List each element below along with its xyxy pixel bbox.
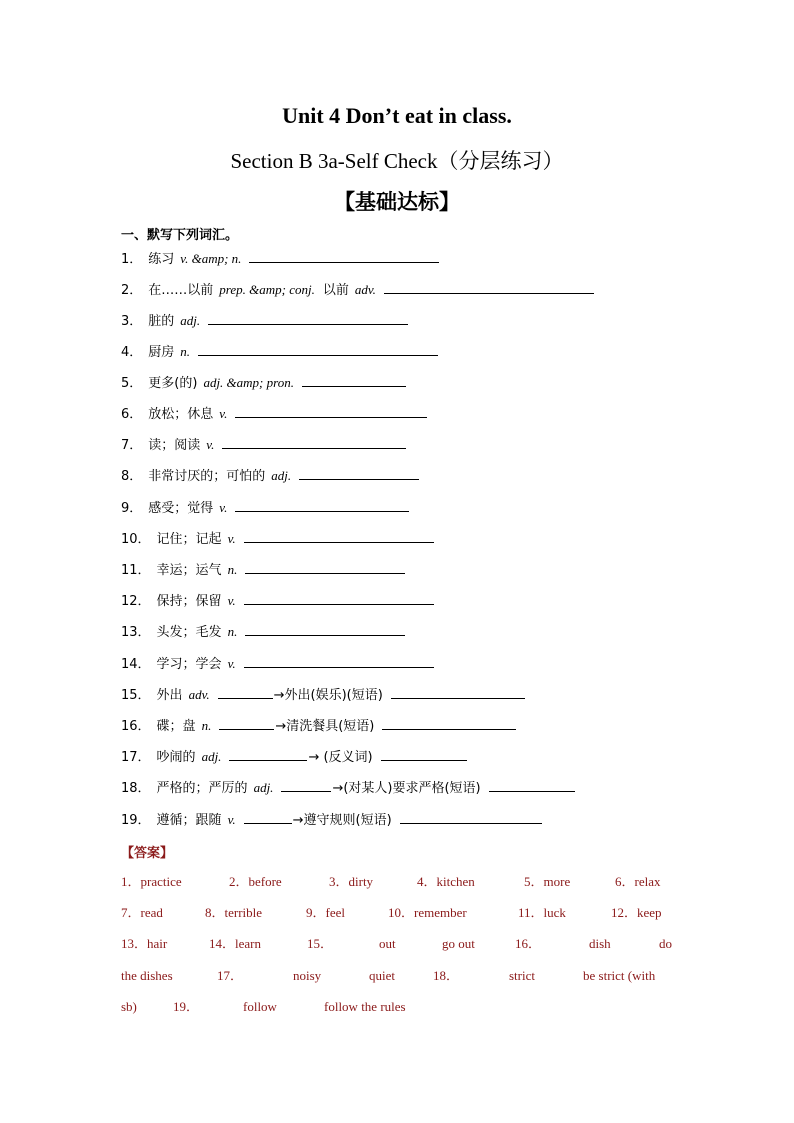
- answer-row: 1．practice 2．before 3．dirty 4．kitchen 5．more 6．relax: [121, 874, 661, 889]
- section-title: Section B 3a-Self Check（分层练习）: [230, 149, 564, 173]
- list-item: 8． 非常讨厌的；可怕的 adj.: [121, 466, 419, 486]
- list-item: 13． 头发；毛发 n.: [121, 622, 405, 642]
- answer-blank[interactable]: [229, 747, 307, 761]
- list-item: 17． 吵闹的 adj. → (反义词): [121, 747, 467, 767]
- answer-row: 7．read 8．terrible 9．feel 10．remember 11．luck 12．keep: [121, 905, 662, 920]
- answer-blank[interactable]: [381, 747, 467, 761]
- answer-heading: 【答案】: [121, 846, 174, 861]
- answer-blank[interactable]: [245, 622, 405, 636]
- list-item: 16． 碟；盘 n. →清洗餐具(短语): [121, 716, 516, 736]
- list-item: 11． 幸运；运气 n.: [121, 560, 405, 580]
- list-item: 2． 在……以前 prep. &amp; conj. 以前 adv.: [121, 280, 594, 300]
- list-item: 7． 读；阅读 v.: [121, 435, 406, 455]
- answer-row: 13．hair 14．learn 15． out go out 16． dish do: [121, 936, 672, 951]
- list-item: 1． 练习 v. &amp; n.: [121, 249, 439, 269]
- answer-row: the dishes 17． noisy quiet 18． strict be strict (with: [121, 968, 656, 983]
- answer-row: sb) 19． follow follow the rules: [121, 999, 406, 1014]
- answer-blank[interactable]: [281, 778, 331, 792]
- answer-blank[interactable]: [249, 249, 439, 263]
- answer-blank[interactable]: [219, 716, 274, 730]
- list-item: 15． 外出 adv. →外出(娱乐)(短语): [121, 685, 525, 705]
- answer-blank[interactable]: [208, 311, 408, 325]
- level-title: 【基础达标】: [334, 190, 460, 214]
- answer-blank[interactable]: [235, 404, 427, 418]
- list-item: 10． 记住；记起 v.: [121, 529, 434, 549]
- list-item: 19． 遵循；跟随 v. →遵守规则(短语): [121, 810, 542, 830]
- list-item: 9． 感受；觉得 v.: [121, 498, 409, 518]
- answer-blank[interactable]: [244, 654, 434, 668]
- answer-blank[interactable]: [384, 280, 594, 294]
- list-item: 18． 严格的；严厉的 adj. →(对某人)要求严格(短语): [121, 778, 575, 798]
- list-item: 12． 保持；保留 v.: [121, 591, 434, 611]
- list-item: 5． 更多(的) adj. &amp; pron.: [121, 373, 406, 393]
- answer-blank[interactable]: [400, 810, 542, 824]
- unit-title: Unit 4 Don’t eat in class.: [282, 103, 512, 128]
- list-item: 6． 放松；休息 v.: [121, 404, 427, 424]
- answer-blank[interactable]: [218, 685, 273, 699]
- answer-blank[interactable]: [489, 778, 575, 792]
- list-item: 4． 厨房 n.: [121, 342, 438, 362]
- answer-blank[interactable]: [245, 560, 405, 574]
- list-item: 3． 脏的 adj.: [121, 311, 408, 331]
- exercise-heading: 一、默写下列词汇。: [121, 228, 239, 243]
- answer-blank[interactable]: [222, 435, 406, 449]
- answer-blank[interactable]: [382, 716, 516, 730]
- answer-blank[interactable]: [302, 373, 406, 387]
- answer-blank[interactable]: [244, 591, 434, 605]
- answer-blank[interactable]: [299, 466, 419, 480]
- answer-blank[interactable]: [198, 342, 438, 356]
- list-item: 14． 学习；学会 v.: [121, 654, 434, 674]
- answer-blank[interactable]: [391, 685, 525, 699]
- answer-blank[interactable]: [244, 529, 434, 543]
- answer-blank[interactable]: [244, 810, 292, 824]
- answer-blank[interactable]: [235, 498, 409, 512]
